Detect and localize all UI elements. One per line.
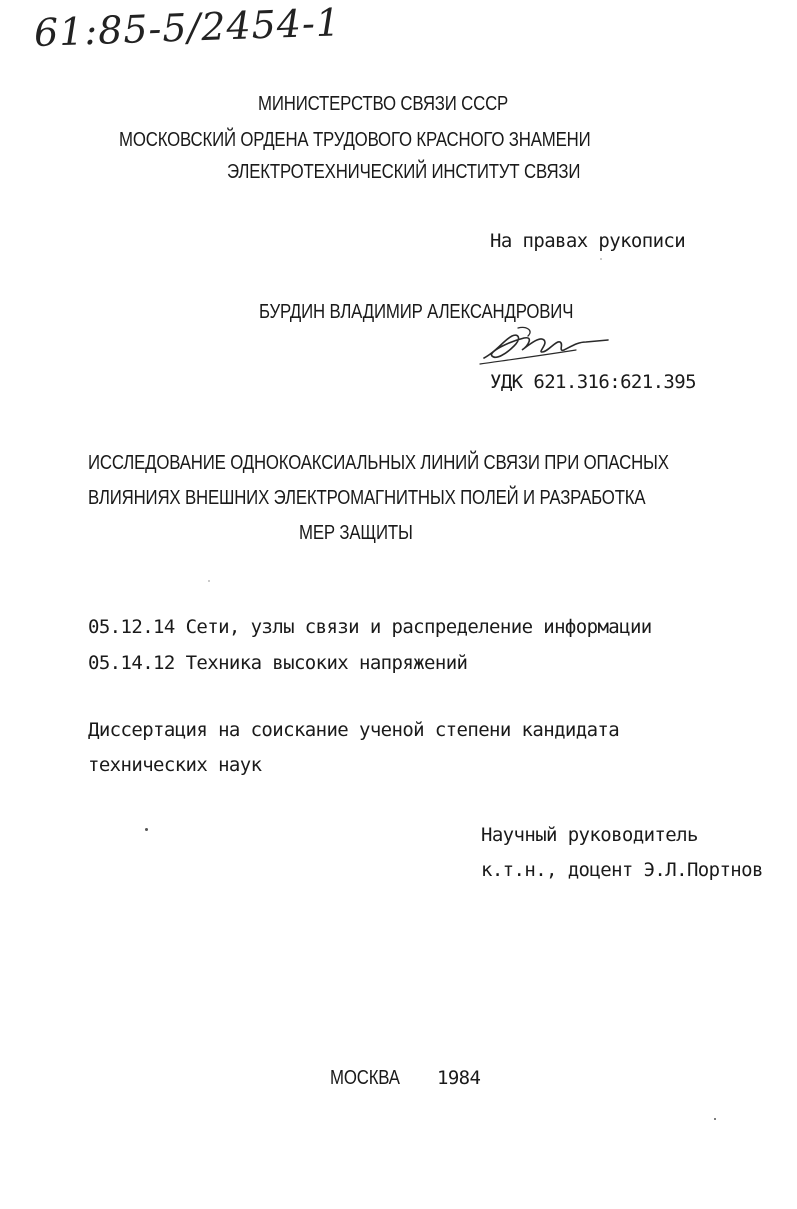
dissertation-statement-line1: Диссертация на соискание ученой степени кандидата xyxy=(88,719,620,741)
title-line3: МЕР ЗАЩИТЫ xyxy=(299,522,413,544)
dissertation-statement-line2: технических наук xyxy=(88,754,262,776)
archive-handwritten-note: 61:85-5/2454-1 xyxy=(33,0,342,55)
paper-speck xyxy=(714,1118,716,1120)
rights-note: На правах рукописи xyxy=(490,230,686,252)
specialty-name: Сети, узлы связи и распределение информации xyxy=(185,616,652,638)
supervisor-label: Научный руководитель xyxy=(481,824,698,846)
paper-speck xyxy=(600,258,602,260)
udc-code: УДК 621.316:621.395 xyxy=(490,371,696,393)
author-name: БУРДИН ВЛАДИМИР АЛЕКСАНДРОВИЧ xyxy=(259,301,574,323)
signature-icon xyxy=(478,322,610,368)
title-line2: ВЛИЯНИЯХ ВНЕШНИХ ЭЛЕКТРОМАГНИТНЫХ ПОЛЕЙ И РАЗРАБОТКА xyxy=(88,487,646,509)
paper-speck xyxy=(208,580,210,582)
specialty-name: Техника высоких напряжений xyxy=(185,652,468,674)
institute-name-line1: МОСКОВСКИЙ ОРДЕНА ТРУДОВОГО КРАСНОГО ЗНАМЕНИ xyxy=(119,129,591,151)
institute-name-line2: ЭЛЕКТРОТЕХНИЧЕСКИЙ ИНСТИТУТ СВЯЗИ xyxy=(227,161,581,183)
ministry-name: МИНИСТЕРСТВО СВЯЗИ СССР xyxy=(258,93,509,115)
year: 1984 xyxy=(437,1067,481,1089)
specialty-code: 05.12.14 xyxy=(88,616,175,638)
specialty-2 xyxy=(88,651,467,675)
specialty-1 xyxy=(88,615,652,639)
city: МОСКВА xyxy=(330,1067,400,1089)
paper-speck xyxy=(145,828,148,831)
title-line1: ИССЛЕДОВАНИЕ ОДНОКОАКСИАЛЬНЫХ ЛИНИЙ СВЯЗИ ПРИ ОПАСНЫХ xyxy=(88,452,669,474)
specialty-code: 05.14.12 xyxy=(88,652,175,674)
supervisor-name: к.т.н., доцент Э.Л.Портнов xyxy=(481,859,763,881)
